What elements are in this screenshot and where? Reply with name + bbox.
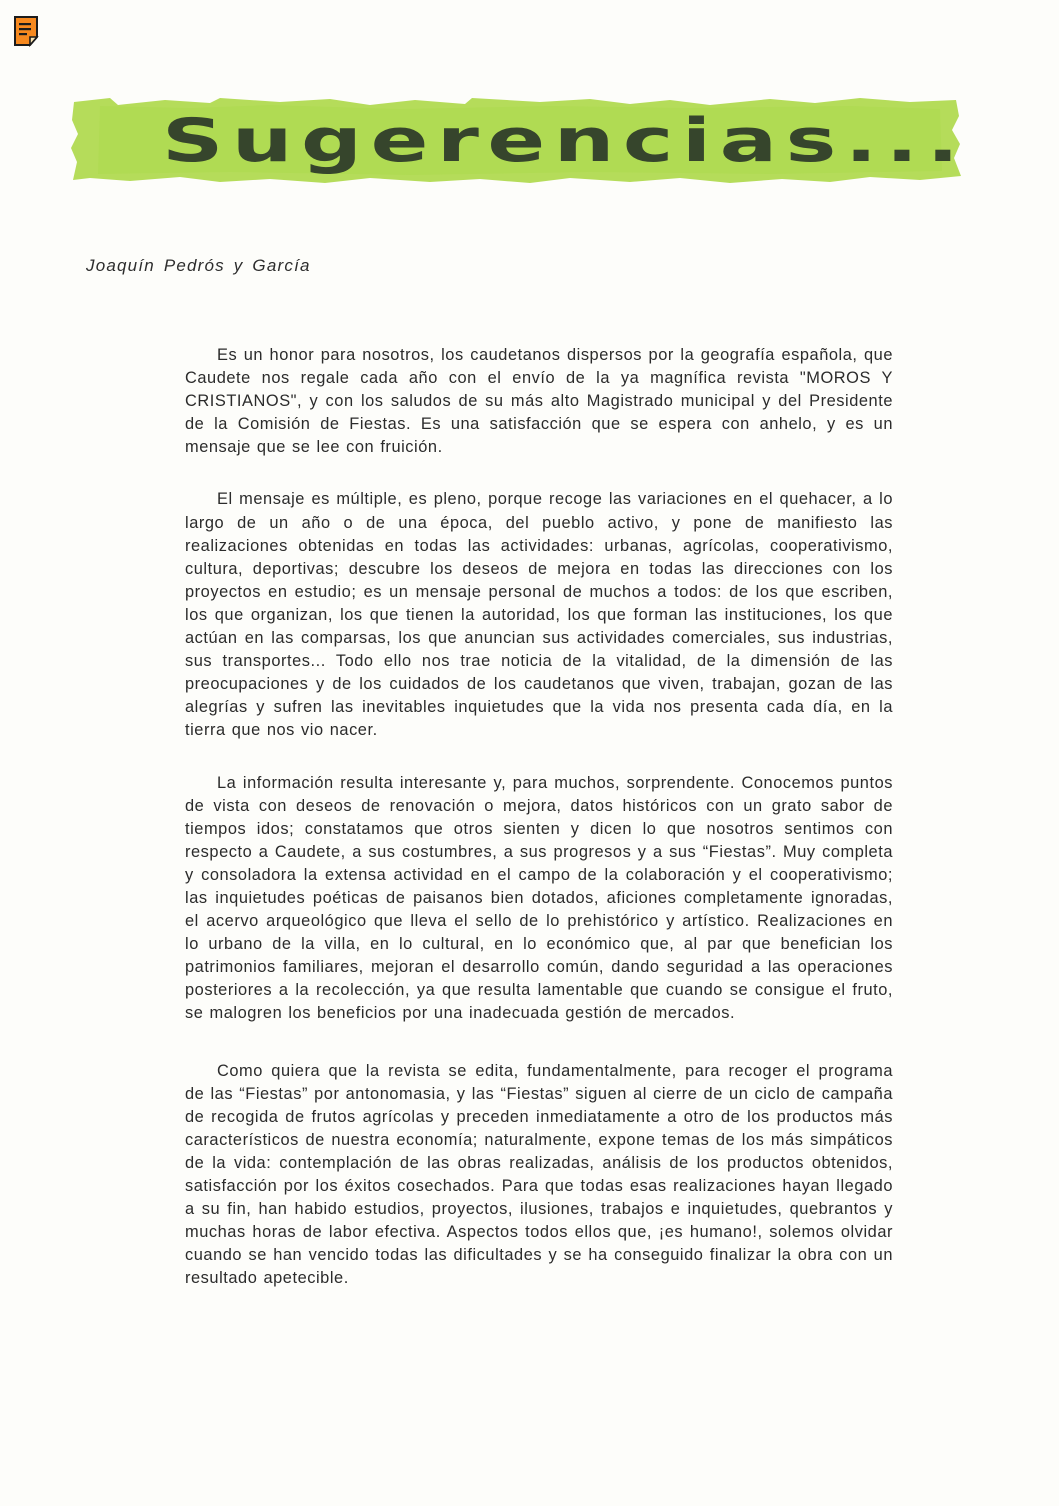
paragraph: Como quiera que la revista se edita, fundamentalmente, para recoger el programa de las “Fiestas” por antonomasia, y las “Fiestas” siguen al cierre de un ciclo de campaña de recogida de frutos agrícolas y preceden inmediatamente a otro de los productos más característicos de nuestra economía; naturalmente, expone temas de los más simpáticos de la vida: contemplación de las obras realizadas, análisis de los productos obtenidos, satisfacción por los éxitos cosechados. Para que todas esas realizaciones hayan llegado a su fin, han habido estudios, proyectos, ilusiones, trabajos e inquietudes, quebrantos y muchas horas de labor efectiva. Aspectos todos ellos que, ¡es humano!, solemos olvidar cuando se han vencido todas las dificultades y se ha conseguido finalizar la obra con un resultado apetecible. bbox=[185, 1061, 893, 1288]
paragraph: El mensaje es múltiple, es pleno, porque recoge las variaciones en el quehacer, a lo largo de un año o de una época, del pueblo activo, y pone de manifiesto las realizaciones obtenidas en todas las actividades: urbanas, agrícolas, cooperativismo, cultura, deportivas; descubre los deseos de mejora en todas las direcciones con los proyectos en estudio; es un mensaje personal de muchos a todos: de los que escriben, los que organizan, los que tienen la autoridad, los que forman las instituciones, los que actúan en las comparsas, los que anuncian sus actividades comerciales, sus industrias, sus transportes... Todo ello nos trae noticia de la vitalidad, de la dimensión de las preocupaciones y de los cuidados de los caudetanos que viven, trabajan, gozan de las alegrías y sufren las inevitables inquietudes que la vida nos presenta cada día, en la tierra que nos vio nacer. bbox=[185, 490, 893, 740]
paragraph: La información resulta interesante y, para muchos, sorprendente. Conocemos puntos de vista con deseos de renovación o mejora, datos históricos con un grato sabor de tiempos idos; constatamos que otros sienten y dicen lo que nosotros sentimos con respecto a Caudete, a sus costumbres, a sus progresos y a sus “Fiestas”. Muy completa y consoladora la extensa actividad en el campo de la colaboración y el cooperativismo; las inquietudes poéticas de paisanos bien dotados, aficiones completamente ignoradas, el acervo arqueológico que lleva el sello de lo prehistórico y artístico. Realizaciones en lo urbano de la villa, en lo cultural, en lo económico que, al par que benefician los patrimonios familiares, mejoran el desarrollo común, dando seguridad a las operaciones posteriores a la recolección, ya que resulta lamentable que cuando se consigue el fruto, se malogren los beneficios por una inadecuada gestión de mercados. bbox=[185, 773, 893, 1023]
author-byline: Joaquín Pedrós y García bbox=[86, 256, 311, 275]
article-body bbox=[185, 344, 893, 1319]
paragraph: Es un honor para nosotros, los caudetanos dispersos por la geografía española, que Caudete nos regale cada año con el envío de la ya magnífica revista "MOROS Y CRISTIANOS", y con los saludos de su más alto Magistrado municipal y del Presidente de la Comisión de Fiestas. Es una satisfacción que se espera con anhelo, y es un mensaje que se lee con fruición. bbox=[185, 346, 893, 457]
title-banner bbox=[70, 96, 968, 184]
page-title: Sugerencias... bbox=[162, 106, 968, 176]
note-icon[interactable] bbox=[13, 15, 41, 47]
annotation-icon bbox=[13, 15, 41, 47]
